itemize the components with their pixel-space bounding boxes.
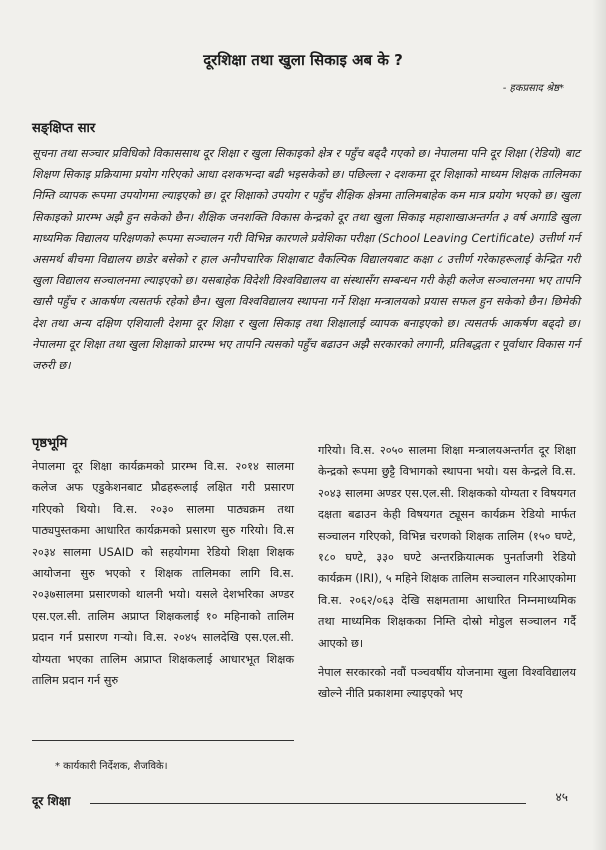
- page-number: ४५: [555, 790, 568, 804]
- footer-divider: [90, 803, 526, 804]
- footer-journal-name: दूर शिक्षा: [32, 794, 71, 808]
- page-edge-shadow: [592, 0, 606, 850]
- abstract-heading: सङ्क्षिप्त सार: [32, 121, 96, 136]
- left-column: [32, 456, 294, 691]
- article-title: दूरशिक्षा तथा खुला सिकाइ अब के ?: [203, 51, 403, 69]
- right-column-paragraph-2: नेपाल सरकारको नवौं पञ्चवर्षीय योजनामा खुला विश्वविद्यालय खोल्ने नीति प्रकाशमा ल्याइएको भए: [318, 666, 576, 701]
- right-column: [318, 440, 576, 705]
- abstract-body: सूचना तथा सञ्चार प्रविधिको विकाससाथ दूर शिक्षा र खुला सिकाइको क्षेत्र र पहुँच बढ्दै गएको छ। नेपालमा पनि दूर शिक्षा (रेडियो) बाट शिक्षण सिकाइ प्रक्रियामा प्रयोग गरिएको आधा दशकभन्दा बढी भइसकेको छ। पछिल्ला २ दशकमा दूर शिक्षाको माध्यम शिक्षक तालिमका निम्ति व्यापक रूपमा उपयोगमा ल्याइएको छ। दूर शिक्षाको उपयोग र पहुँच शैक्षिक क्षेत्रमा तालिमबाहेक कम मात्र प्रयोग भएको छ। खुला सिकाइको प्रारम्भ अझै हुन सकेको छैन। शैक्षिक जनशक्ति विकास केन्द्रको दूर तथा खुला सिकाइ महाशाखाअन्तर्गत ३ वर्ष अगाडि खुला माध्यमिक विद्यालय परिक्षणको रूपमा सञ्चालन गरी विभिन्न कारणले प्रवेशिका परीक्षा (School Leaving Certificate) उत्तीर्ण गर्न असमर्थ बीचमा विद्यालय छाडेर बसेको र हाल अनौपचारिक शिक्षाबाट वैकल्पिक विद्यालयबाट कक्षा ८ उत्तीर्ण गरेकाहरूलाई केन्द्रित गरी खुला विद्यालय सञ्चालनमा ल्याइएको छ। यसबाहेक विदेशी विश्वविद्यालय वा संस्थासँग सम्बन्धन गरी केही कलेज सञ्चालनमा भए तापनि खासै पहुँच र आकर्षण त्यसतर्फ रहेको छैन। खुला विश्वविद्यालय स्थापना गर्ने शिक्षा मन्त्रालयको प्रयास सफल हुन सकेको छैन। छिमेकी देश तथा अन्य दक्षिण एशियाली देशमा दूर शिक्षा र खुला सिकाइ तथा शिक्षालाई व्यापक बनाइएको छ। त्यसतर्फ आकर्षण बढ्दो छ। नेपालमा दूर शिक्षा तथा खुला शिक्षाको प्रारम्भ भए तापनि त्यसको पहुँच बढाउन अझै सरकारको लगानी, प्रतिबद्धता र पूर्वाधार विकास गर्न जरुरी छ।: [32, 147, 580, 373]
- footnote: * कार्यकारी निर्देशक, शैजविके।: [55, 761, 168, 772]
- background-heading: पृष्ठभूमि: [32, 436, 68, 451]
- left-column-paragraph: नेपालमा दूर शिक्षा कार्यक्रमको प्रारम्भ वि.स. २०१४ सालमा कलेज अफ एडुकेशनबाट प्रौढहरूलाई लक्षित गरी प्रसारण गरिएको थियो। वि.स. २०३० सालमा पाठ्यक्रम तथा पाठ्यपुस्तकमा आधारित कार्यक्रमको प्रसारण सुरु गरियो। वि.स २०३४ सालमा USAID को सहयोगमा रेडियो शिक्षा शिक्षक आयोजना सुरु भएको र शिक्षक तालिमका लागि वि.स. २०३७सालमा प्रसारणको थालनी भयो। यसले देशभरिका अण्डर एस.एल.सी. तालिम अप्राप्त शिक्षकलाई १० महिनाको तालिम प्रदान गर्न प्रसारण गर्‍यो। वि.स. २०४५ सालदेखि एस.एल.सी. योग्यता भएका तालिम अप्राप्त शिक्षकलाई आधारभूत शिक्षक तालिम प्रदान गर्न सुरु: [32, 460, 294, 688]
- footnote-divider: [32, 740, 294, 741]
- author-line: - हकप्रसाद श्रेष्ठ*: [502, 83, 564, 94]
- right-column-paragraph-1: गरियो। वि.स. २०५० सालमा शिक्षा मन्त्रालयअन्तर्गत दूर शिक्षा केन्द्रको रूपमा छुट्टै विभागको स्थापना भयो। यस केन्द्रले वि.स. २०४३ सालमा अण्डर एस.एल.सी. शिक्षकको योग्यता र विषयगत दक्षता बढाउन केही विषयगत ट्यूसन कार्यक्रम रेडियो मार्फत सञ्चालन गरिएको, विभिन्न चरणको शिक्षक तालिम (१५० घण्टे, १८० घण्टे, ३३० घण्टे अन्तरक्रियात्मक पुनर्ताजगी रेडियो कार्यक्रम (IRI), ५ महिने शिक्षक तालिम सञ्चालन गरिआएकोमा वि.स. २०६२/०६३ देखि सक्षमतामा आधारित निम्नमाध्यमिक तथा माध्यमिक शिक्षकका निम्ति दोस्रो मोडुल सञ्चालन गर्दै आएको छ।: [318, 444, 576, 650]
